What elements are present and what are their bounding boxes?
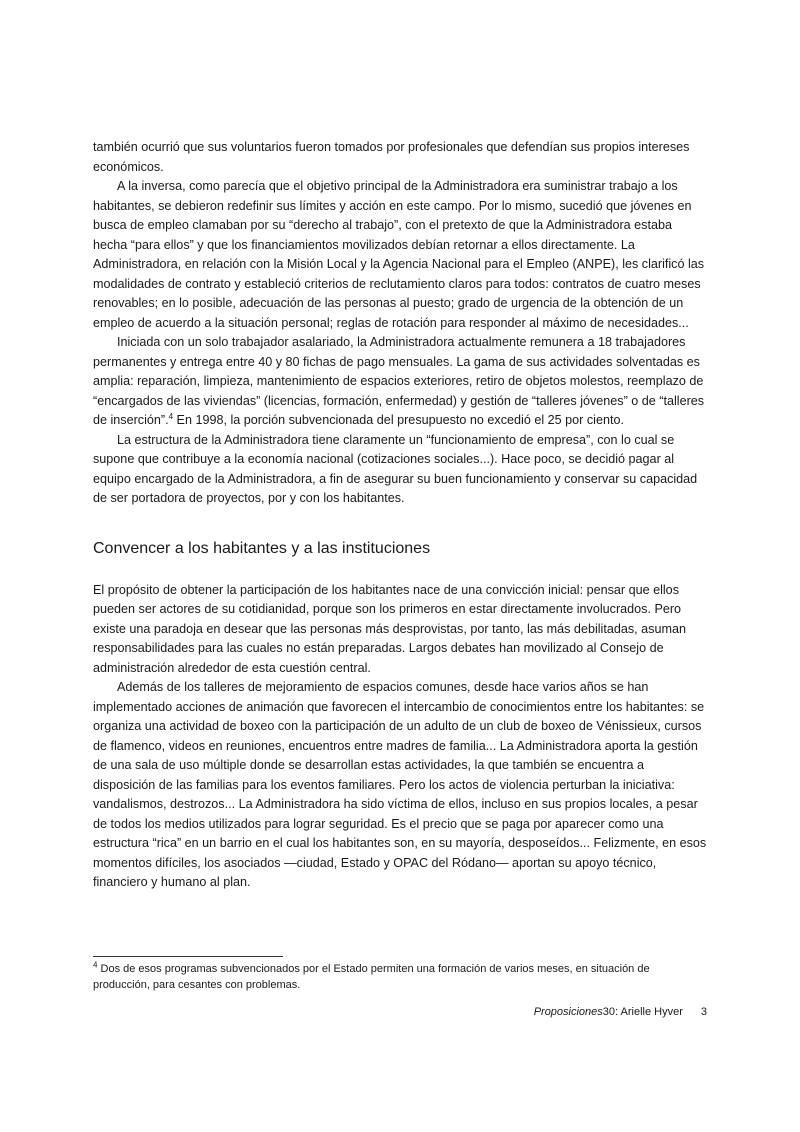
- paragraph: La estructura de la Administradora tiene claramente un “funcionamiento de empresa”, con lo cual se supone que contribuye a la economía nacional (cotizaciones sociales...). Hace poco, se decidió pagar al equipo encargado de la Administradora, a fin de asegurar su buen funcionamiento y conservar su capacidad de ser portadora de proyectos, por y con los habitantes.: [93, 432, 698, 505]
- paragraph: [93, 333, 707, 431]
- footnote-divider: [93, 956, 283, 957]
- paragraph: también ocurrió que sus voluntarios fueron tomados por profesionales que defendían sus propios intereses económicos.: [93, 140, 690, 174]
- footnote-marker: 4: [93, 960, 98, 970]
- issue-author: 30: Arielle Hyver: [602, 1006, 683, 1018]
- paragraph-text: En 1998, la porción subvencionada del presupuesto no excedió el 25 por ciento.: [173, 413, 624, 427]
- journal-title: Proposiciones: [533, 1006, 603, 1018]
- page-body: [93, 138, 707, 893]
- section-heading: Convencer a los habitantes y a las instituciones: [93, 539, 431, 557]
- paragraph-text: Iniciada con un solo trabajador asalariado, la Administradora actualmente remunera a 18 trabajadores permanentes y entrega entre 40 y 80 fichas de pago mensuales. La gama de sus actividades solventadas es amplia: reparación, limpieza, mantenimiento de espacios exteriores, retiro de objetos molestos, reemplazo de “encargados de las viviendas” (licencias, formación, enfermedad) y gestión de “talleres jóvenes” o de “talleres de inserción”.: [93, 335, 705, 427]
- paragraph: Además de los talleres de mejoramiento de espacios comunes, desde hace varios años se han implementado acciones de animación que favorecen el intercambio de conocimientos entre los habitantes: se organiza una actividad de boxeo con la participación de un adulto de un club de boxeo de Vénissieux, cursos de flamenco, videos en reuniones, encuentros entre madres de familia... La Administradora aporta la gestión de una sala de uso múltiple donde se desarrollan estas actividades, la que también se encuentra a disposición de las familias para los eventos familiares. Pero los actos de violencia perturban la iniciativa: vandalismos, destrozos... La Administradora ha sido víctima de ellos, incluso en sus propios locales, a pesar de todos los medios utilizados para lograr seguridad. Es el precio que se paga por aparecer como una estructura “rica” en un barrio en el cual los habitantes son, en su mayoría, desposeídos... Felizmente, en esos momentos difíciles, los asociados —ciudad, Estado y OPAC del Ródano— aportan su apoyo técnico, financiero y humano al plan.: [93, 680, 707, 889]
- footnote: [93, 961, 707, 993]
- footnote-reference[interactable]: 4: [168, 411, 174, 421]
- page-number: 3: [700, 1006, 707, 1018]
- paragraph: A la inversa, como parecía que el objetivo principal de la Administradora era suministrar trabajo a los habitantes, se debieron redefinir sus límites y acción en este campo. Por lo mismo, sucedió que jóvenes en busca de empleo clamaban por su “derecho al trabajo”, con el pretexto de que la Administradora estaba hecha “para ellos” y que los financiamientos movilizados debían retornar a ellos directamente. La Administradora, en relación con la Misión Local y la Agencia Nacional para el Empleo (ANPE), les clarificó las modalidades de contrato y estableció criterios de reclutamiento claros para todos: contratos de cuatro meses renovables; en lo posible, adecuación de las personas al puesto; grado de urgencia de la obtención de un empleo de acuerdo a la situación personal; reglas de rotación para responder al máximo de necesidades...: [93, 179, 705, 330]
- page-footer: [534, 1005, 707, 1019]
- footnote-text: Dos de esos programas subvencionados por el Estado permiten una formación de varios meses, en situación de producción, para cesantes con problemas.: [93, 963, 650, 991]
- paragraph: El propósito de obtener la participación de los habitantes nace de una convicción inicial: pensar que ellos pueden ser actores de su cotidianidad, porque son los primeros en estar directamente involucrados. Pero existe una paradoja en desear que las personas más desprovistas, por tanto, las más debilitadas, asuman responsabilidades para las cuales no están preparadas. Largos debates han movilizado al Consejo de administración alrededor de esta cuestión central.: [93, 582, 686, 675]
